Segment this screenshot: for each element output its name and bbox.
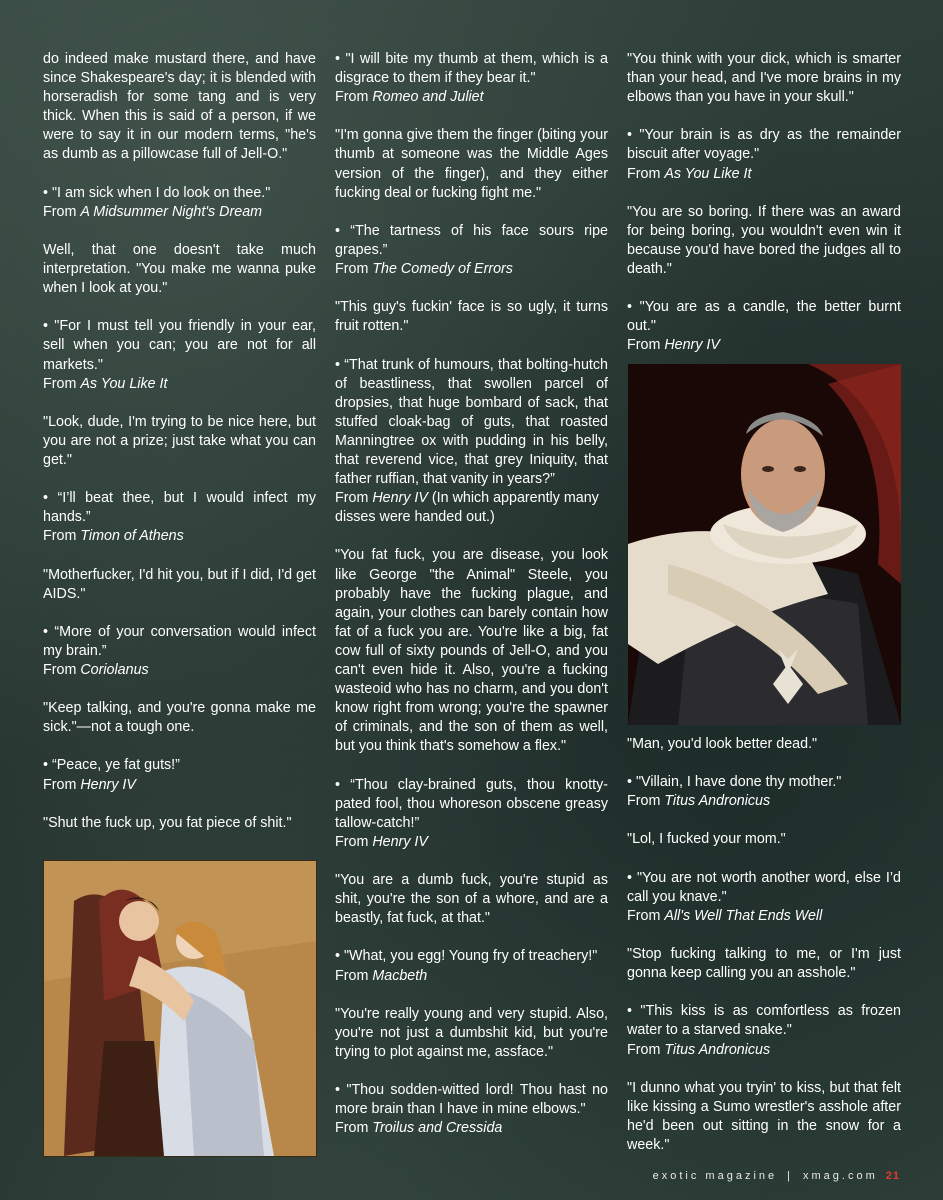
play-title: Romeo and Juliet [372,89,484,106]
play-title: Timon of Athens [80,528,184,545]
paragraph [43,489,316,546]
lovers-embrace-image [44,861,316,1156]
source-prefix: From [627,793,665,810]
source-prefix: From [335,261,373,278]
paragraph [335,50,608,107]
quote-source [335,833,608,852]
paragraph-text: • "This kiss is as comfortless as frozen water to a starved snake." [627,1003,901,1039]
quote-source [43,661,316,680]
footer-site-link[interactable]: xmag.com [803,1170,878,1182]
paragraph-text: "You're really young and very stupid. Also, you're not just a dumbshit kid, but you're trying to plot against me, assface." [335,1005,608,1060]
source-prefix: From [43,776,81,793]
paragraph [335,947,608,985]
paragraph-text: • “Peace, ye fat guts!” [43,757,180,774]
play-title: Henry IV [372,833,428,850]
paragraph [627,945,901,983]
paragraph [43,241,316,298]
quote-source [627,165,901,184]
quote-source [43,527,316,546]
quote-source [335,1119,608,1138]
paragraph [335,222,608,279]
source-prefix: From [43,375,81,392]
source-prefix: From [335,89,373,106]
column-2 [335,50,608,1138]
paragraph [627,203,901,279]
paragraph-text: "I'm gonna give them the finger (biting your thumb at someone was the Middle Ages version of the finger), and they either fucking deal or fucking fight me." [335,127,608,201]
play-title: Coriolanus [80,662,149,678]
source-prefix: From [335,490,373,507]
paragraph [43,623,316,680]
source-prefix: From [627,1041,665,1058]
quote-source [335,88,608,107]
paragraph-text: do indeed make mustard there, and have since Shakespeare's day; it is blended with horseradish for some tang and is very thick. When this is said of a person, if we were to say it in our modern terms, "he's as dumb as a pillowcase full of Jell-O." [43,51,316,163]
play-title: As You Like It [664,165,752,182]
paragraph [335,356,608,528]
paragraph-text: "Lol, I fucked your mom." [627,831,786,848]
paragraph-text: • "For I must tell you friendly in your ear, sell when you can; you are not for all markets." [43,318,316,373]
paragraph [43,413,316,470]
play-title: Troilus and Cressida [372,1120,503,1137]
source-prefix: From [335,967,373,984]
paragraph-text: "Look, dude, I'm trying to be nice here, but you are not a prize; just take what you can get." [43,413,316,468]
paragraph [335,776,608,852]
paragraph [627,1002,901,1059]
paragraph [627,773,901,811]
paragraph-text: • "I will bite my thumb at them, which is a disgrace to them if they bear it." [335,51,608,87]
henry-iv-portrait-image [628,364,901,725]
paragraph [43,566,316,604]
paragraph [335,1081,608,1138]
paragraph-text: • “I’ll beat thee, but I would infect my hands.” [43,490,316,526]
source-prefix: From [627,907,665,924]
paragraph-text: • “That trunk of humours, that bolting-hutch of beastliness, that swollen parcel of dropsies, that huge bombard of sack, that stuffed cloak-bag of guts, that roasted Manningtree ox with pudding in his belly, that reverend vice, that grey Iniquity, that father ruffian, that vanity in years?” [335,356,608,488]
page-footer [653,1170,900,1182]
paragraph [43,50,316,165]
paragraph-text: "You think with your dick, which is smarter than your head, and I've more brains in my elbows than you have in your skull." [627,51,901,106]
romeo-and-juliet-illustration [43,860,317,1157]
source-note: (In which apparently many disses were handed out.) [335,490,599,526]
play-title: Henry IV [80,776,136,793]
paragraph [627,50,901,107]
source-prefix: From [627,337,665,354]
paragraph [43,756,316,794]
play-title: The Comedy of Errors [372,261,513,278]
paragraph-text: Well, that one doesn't take much interpretation. "You make me wanna puke when I look at you." [43,241,316,297]
paragraph-text: • "What, you egg! Young fry of treachery!" [335,948,598,965]
source-prefix: From [627,165,665,182]
footer-separator: | [787,1170,793,1182]
paragraph-text: • "I am sick when I do look on thee." [43,184,271,201]
source-prefix: From [43,662,81,678]
quote-source [627,907,901,926]
quote-source [627,336,901,355]
play-title: Titus Andronicus [664,1041,771,1058]
column-3-top [627,50,901,356]
paragraph [627,735,901,754]
play-title: Titus Andronicus [664,793,771,810]
paragraph-text: • "Your brain is as dry as the remainder biscuit after voyage." [627,127,901,163]
play-title: A Midsummer Night's Dream [80,203,263,220]
play-title: All's Well That Ends Well [664,907,823,924]
paragraph [43,184,316,222]
quote-source [335,967,608,986]
paragraph-text: "Motherfucker, I'd hit you, but if I did, I'd get AIDS." [43,566,316,602]
paragraph-text: • “More of your conversation would infect my brain.” [43,623,316,659]
source-prefix: From [335,1120,373,1137]
paragraph-text: • “Thou clay-brained guts, thou knotty-pated fool, thou whoreson obscene greasy tallow-catch!” [335,776,608,831]
play-title: Henry IV [372,490,428,507]
paragraph [627,298,901,355]
paragraph [43,699,316,737]
paragraph-text: • "Villain, I have done thy mother." [627,774,842,791]
paragraph [627,1079,901,1155]
quote-source [627,792,901,811]
quote-source [335,260,608,279]
paragraph [335,126,608,202]
paragraph-text: "Man, you'd look better dead." [627,736,818,752]
column-3-bottom [627,735,901,1155]
paragraph-text: • “The tartness of his face sours ripe grapes.” [335,222,608,258]
paragraph [335,1005,608,1062]
quote-source [43,375,316,394]
column-1 [43,50,316,833]
paragraph [43,317,316,393]
paragraph-text: "Shut the fuck up, you fat piece of shit." [43,814,292,831]
henry-iv-portrait [628,364,901,725]
paragraph-text: "This guy's fuckin' face is so ugly, it turns fruit rotten." [335,299,608,335]
source-prefix: From [335,833,373,850]
play-title: Henry IV [664,337,720,354]
paragraph [335,546,608,756]
paragraph-text: "You are a dumb fuck, you're stupid as shit, you're the son of a whore, and are a beastly, fat fuck, at that." [335,872,608,927]
footer-magazine-name: exotic magazine [652,1170,778,1182]
quote-source [43,776,316,795]
paragraph [43,814,316,833]
page-number: 21 [885,1170,900,1182]
source-prefix: From [43,203,81,220]
quote-source [335,489,608,527]
paragraph [627,126,901,183]
paragraph-text: "Stop fucking talking to me, or I'm just gonna keep calling you an asshole." [627,946,901,982]
paragraph-text: • "Thou sodden-witted lord! Thou hast no more brain than I have in mine elbows." [335,1082,608,1118]
paragraph-text: "I dunno what you tryin' to kiss, but that felt like kissing a Sumo wrestler's asshole after he'd been out sitting in the snow for a week." [627,1079,901,1153]
paragraph [627,830,901,849]
quote-source [627,1041,901,1060]
quote-source [43,203,316,222]
paragraph-text: "Keep talking, and you're gonna make me sick."—not a tough one. [43,700,316,736]
paragraph-text: "You fat fuck, you are disease, you look like George "the Animal" Steele, you probably have the fucking plague, and again, your clothes can barely contain how fat of a fuck you are. You're like a big, fat cow full of sixty pounds of Jell-O, and you can't even hide it. Also, you're a fucking wasteoid who has no charm, and you don't know right from wrong; you're the spawner of criminals, and the son of them as well, but you think that's somehow a flex." [335,547,608,755]
paragraph-text: "You are so boring. If there was an award for being boring, you wouldn't even win it because you'd have bored the judges all to death." [627,203,901,278]
paragraph [627,869,901,926]
paragraph [335,871,608,928]
play-title: As You Like It [80,375,168,392]
paragraph [335,298,608,336]
source-prefix: From [43,528,81,545]
play-title: Macbeth [372,967,428,984]
paragraph-text: • "You are not worth another word, else I’d call you knave." [627,869,901,905]
paragraph-text: • "You are as a candle, the better burnt out." [627,299,901,335]
